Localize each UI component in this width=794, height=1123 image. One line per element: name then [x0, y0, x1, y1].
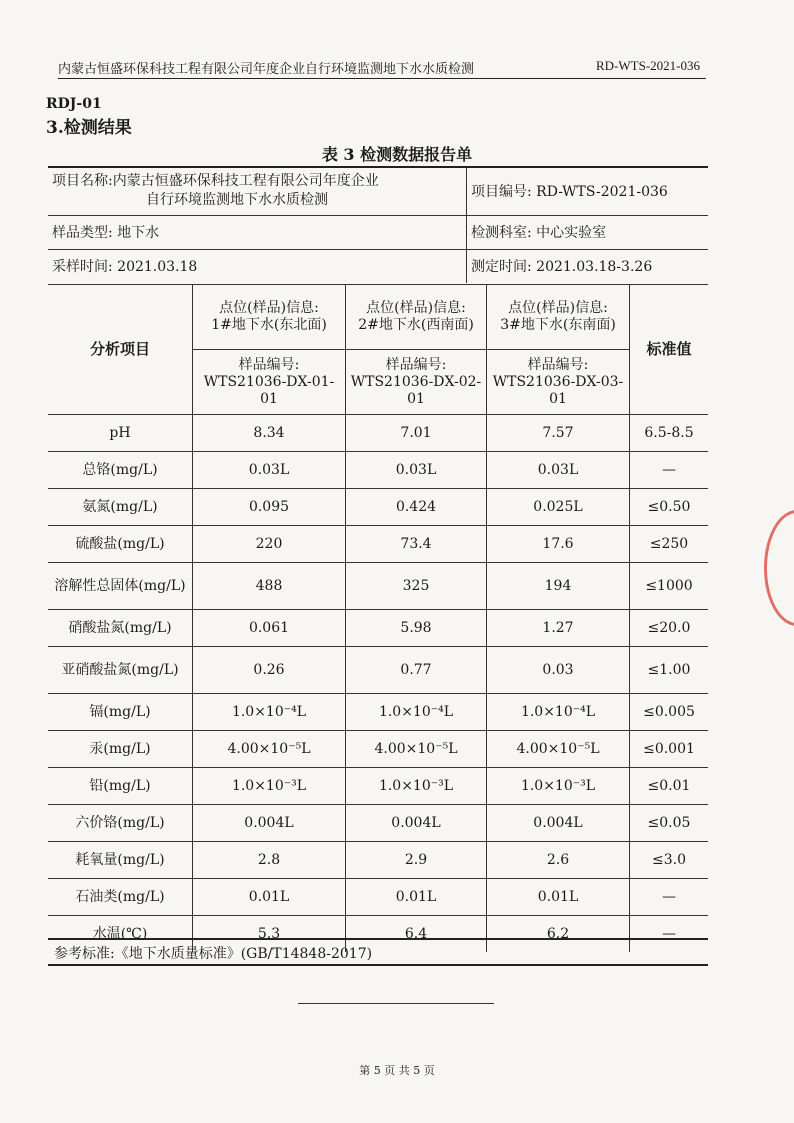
- point-3-label: 点位(样品)信息:: [508, 300, 608, 316]
- row-value-2: 5.98: [346, 610, 487, 647]
- row-standard: —: [630, 879, 709, 916]
- row-item: 亚硝酸盐氮(mg/L): [48, 647, 193, 694]
- row-standard: ≤0.05: [630, 805, 709, 842]
- test-time-cell: [467, 249, 709, 283]
- row-item: 水温(℃): [48, 916, 193, 953]
- page-number: 第 5 页 共 5 页: [359, 1064, 435, 1077]
- row-value-1: 1.0×10⁻³L: [193, 768, 346, 805]
- sample-type: 地下水: [117, 225, 160, 241]
- row-value-2: 0.01L: [346, 879, 487, 916]
- sample-type-cell: [48, 215, 467, 249]
- row-value-1: 0.01L: [193, 879, 346, 916]
- row-value-2: 6.4: [346, 916, 487, 953]
- column-header-item: 分析项目: [48, 285, 193, 415]
- row-value-1: 8.34: [193, 415, 346, 452]
- red-seal-stamp: [764, 510, 794, 626]
- row-item: 总铬(mg/L): [48, 452, 193, 489]
- project-name-line1: 内蒙古恒盛环保科技工程有限公司年度企业: [112, 173, 379, 190]
- project-number-cell: [467, 167, 709, 215]
- row-value-3: 1.0×10⁻⁴L: [487, 694, 630, 731]
- point-2-label: 点位(样品)信息:: [366, 300, 466, 316]
- table-row: [48, 489, 708, 526]
- row-value-3: 0.004L: [487, 805, 630, 842]
- row-value-1: 0.095: [193, 489, 346, 526]
- row-value-2: 1.0×10⁻⁴L: [346, 694, 487, 731]
- row-item: 氨氮(mg/L): [48, 489, 193, 526]
- row-value-3: 2.6: [487, 842, 630, 879]
- project-name-cell: [48, 167, 467, 215]
- row-standard: ≤3.0: [630, 842, 709, 879]
- row-value-1: 0.061: [193, 610, 346, 647]
- row-item: 镉(mg/L): [48, 694, 193, 731]
- sample-id-2: WTS21036-DX-02-01: [350, 373, 482, 407]
- info-table: [48, 166, 708, 283]
- row-value-3: 0.01L: [487, 879, 630, 916]
- row-value-3: 0.03L: [487, 452, 630, 489]
- table-row: [48, 805, 708, 842]
- sample-type-label: 样品类型:: [52, 225, 113, 241]
- row-standard: ≤20.0: [630, 610, 709, 647]
- lab: 中心实验室: [536, 225, 607, 241]
- row-standard: ≤0.01: [630, 768, 709, 805]
- sample-id-1-label: 样品编号:: [238, 356, 300, 373]
- row-value-2: 0.424: [346, 489, 487, 526]
- row-value-1: 0.03L: [193, 452, 346, 489]
- row-standard: ≤0.50: [630, 489, 709, 526]
- document-code: RDJ-01: [46, 96, 102, 112]
- row-item: 石油类(mg/L): [48, 879, 193, 916]
- row-value-1: 4.00×10⁻⁵L: [193, 731, 346, 768]
- row-value-2: 4.00×10⁻⁵L: [346, 731, 487, 768]
- table-row: [48, 842, 708, 879]
- row-value-3: 6.2: [487, 916, 630, 953]
- lab-label: 检测科室:: [471, 225, 532, 241]
- reference-standard: 参考标准:《地下水质量标准》(GB/T14848-2017): [48, 938, 708, 966]
- row-value-3: 1.27: [487, 610, 630, 647]
- table-row: [48, 647, 708, 694]
- row-value-1: 220: [193, 526, 346, 563]
- row-value-1: 2.8: [193, 842, 346, 879]
- table-row: [48, 563, 708, 610]
- row-value-2: 7.01: [346, 415, 487, 452]
- section-title: 3.检测结果: [46, 118, 132, 138]
- table-row: [48, 731, 708, 768]
- table-row: [48, 768, 708, 805]
- header-title: 内蒙古恒盛环保科技工程有限公司年度企业自行环境监测地下水水质检测: [58, 62, 475, 77]
- row-standard: ≤0.005: [630, 694, 709, 731]
- row-standard: ≤250: [630, 526, 709, 563]
- table-row: [48, 879, 708, 916]
- point-3-pos: 3#地下水(东南面): [500, 317, 616, 333]
- test-time: 2021.03.18-3.26: [536, 259, 653, 276]
- results-table: [48, 284, 708, 952]
- sampling-time: 2021.03.18: [117, 259, 198, 276]
- row-item: 汞(mg/L): [48, 731, 193, 768]
- header-report-number: RD-WTS-2021-036: [596, 58, 700, 73]
- column-header-point-3: [487, 285, 630, 350]
- table-title: 表 3 检测数据报告单: [321, 145, 473, 164]
- row-value-3: 0.025L: [487, 489, 630, 526]
- row-value-3: 4.00×10⁻⁵L: [487, 731, 630, 768]
- row-standard: —: [630, 452, 709, 489]
- row-item: 耗氧量(mg/L): [48, 842, 193, 879]
- row-value-3: 0.03: [487, 647, 630, 694]
- row-value-2: 325: [346, 563, 487, 610]
- table-row: [48, 452, 708, 489]
- sampling-time-label: 采样时间:: [52, 259, 113, 276]
- row-standard: 6.5-8.5: [630, 415, 709, 452]
- sample-id-1: WTS21036-DX-01-01: [203, 373, 335, 407]
- row-standard: ≤0.001: [630, 731, 709, 768]
- table-row: [48, 610, 708, 647]
- sample-id-1-cell: [193, 350, 346, 415]
- row-value-2: 0.004L: [346, 805, 487, 842]
- table-row: [48, 694, 708, 731]
- sample-id-2-label: 样品编号:: [385, 356, 447, 373]
- sampling-time-cell: [48, 249, 467, 283]
- test-time-label: 测定时间:: [471, 259, 532, 276]
- row-value-2: 73.4: [346, 526, 487, 563]
- row-value-2: 1.0×10⁻³L: [346, 768, 487, 805]
- lab-cell: [467, 215, 709, 249]
- project-name-label: 项目名称:: [52, 173, 113, 190]
- row-value-1: 1.0×10⁻⁴L: [193, 694, 346, 731]
- row-value-2: 0.03L: [346, 452, 487, 489]
- row-item: 硫酸盐(mg/L): [48, 526, 193, 563]
- row-value-3: 1.0×10⁻³L: [487, 768, 630, 805]
- table-row: [48, 415, 708, 452]
- row-value-1: 5.3: [193, 916, 346, 953]
- project-number: RD-WTS-2021-036: [536, 184, 668, 201]
- column-header-point-2: [346, 285, 487, 350]
- column-header-standard: 标准值: [630, 285, 709, 415]
- row-value-1: 488: [193, 563, 346, 610]
- row-item: 六价铬(mg/L): [48, 805, 193, 842]
- signature-line: [298, 1003, 494, 1004]
- row-item: 硝酸盐氮(mg/L): [48, 610, 193, 647]
- point-1-label: 点位(样品)信息:: [219, 300, 319, 316]
- point-2-pos: 2#地下水(西南面): [358, 317, 474, 333]
- sample-id-2-cell: [346, 350, 487, 415]
- column-header-point-1: [193, 285, 346, 350]
- project-number-label: 项目编号:: [471, 184, 532, 201]
- project-name-line2: 自行环境监测地下水水质检测: [146, 192, 328, 209]
- row-value-1: 0.26: [193, 647, 346, 694]
- row-value-3: 194: [487, 563, 630, 610]
- row-standard: —: [630, 916, 709, 953]
- row-value-3: 7.57: [487, 415, 630, 452]
- sample-id-3-label: 样品编号:: [527, 356, 589, 373]
- row-standard: ≤1000: [630, 563, 709, 610]
- table-row: [48, 526, 708, 563]
- row-value-3: 17.6: [487, 526, 630, 563]
- row-item: pH: [48, 415, 193, 452]
- row-item: 溶解性总固体(mg/L): [48, 563, 193, 610]
- row-value-1: 0.004L: [193, 805, 346, 842]
- sample-id-3-cell: [487, 350, 630, 415]
- row-value-2: 2.9: [346, 842, 487, 879]
- row-item: 铅(mg/L): [48, 768, 193, 805]
- row-value-2: 0.77: [346, 647, 487, 694]
- row-standard: ≤1.00: [630, 647, 709, 694]
- sample-id-3: WTS21036-DX-03-01: [492, 373, 624, 407]
- page-header: [58, 54, 706, 79]
- point-1-pos: 1#地下水(东北面): [211, 317, 327, 333]
